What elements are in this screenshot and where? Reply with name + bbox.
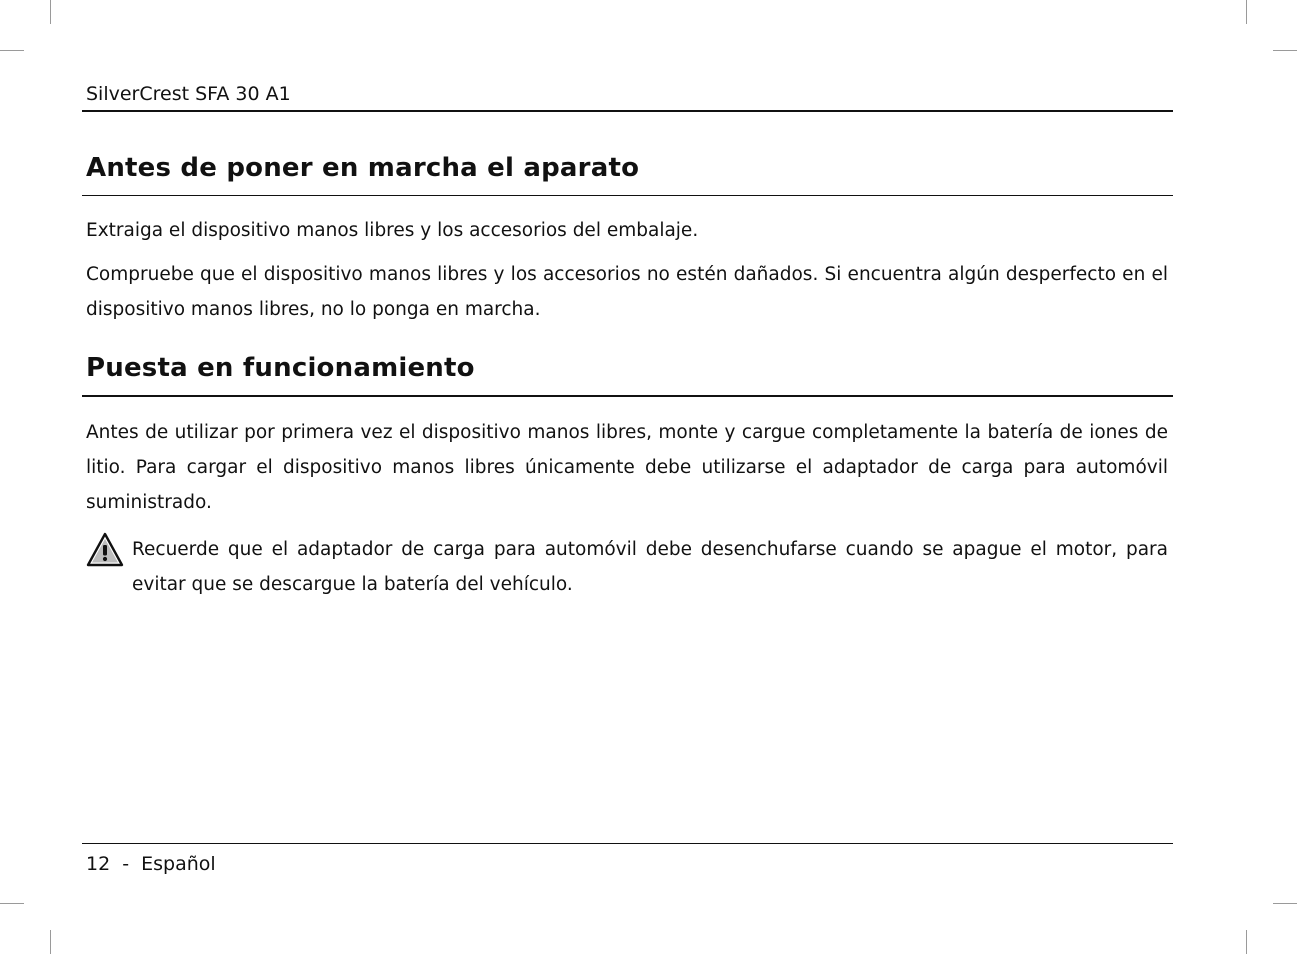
footer-separator: - [122,853,130,875]
document-header-title: SilverCrest SFA 30 A1 [86,83,291,105]
crop-mark [0,903,24,904]
crop-mark [1273,50,1297,51]
crop-mark [0,50,24,51]
page-number: 12 [86,853,111,875]
section-heading: Antes de poner en marcha el aparato [86,153,640,183]
crop-mark [1246,930,1247,954]
paragraph: Extraiga el dispositivo manos libres y los accesorios del embalaje. [86,220,699,241]
crop-mark [1273,903,1297,904]
paragraph: Compruebe que el dispositivo manos libres y los accesorios no estén dañados. Si encuentra algún desperfecto en el dispositivo manos libres, no lo ponga en marcha. [86,264,1168,320]
section-heading-underline [82,395,1173,397]
crop-mark [1246,0,1247,24]
warning-text: Recuerde que el adaptador de carga para automóvil debe desenchufarse cuando se apague el motor, para evitar que se descargue la batería del vehículo. [132,539,1168,595]
section-heading: Puesta en funcionamiento [86,353,475,383]
paragraph: Antes de utilizar por primera vez el dispositivo manos libres, monte y cargue completamente la batería de iones de litio. Para cargar el dispositivo manos libres únicamente debe utilizarse el adaptador de carga para automóvil suministrado. [86,422,1168,513]
footer-language: Español [141,853,216,875]
warning-triangle-icon [86,532,124,568]
page-footer [86,852,216,876]
crop-mark [50,930,51,954]
crop-mark [50,0,51,24]
section-heading-underline [82,195,1173,196]
header-divider [82,110,1173,112]
footer-divider [82,843,1173,844]
